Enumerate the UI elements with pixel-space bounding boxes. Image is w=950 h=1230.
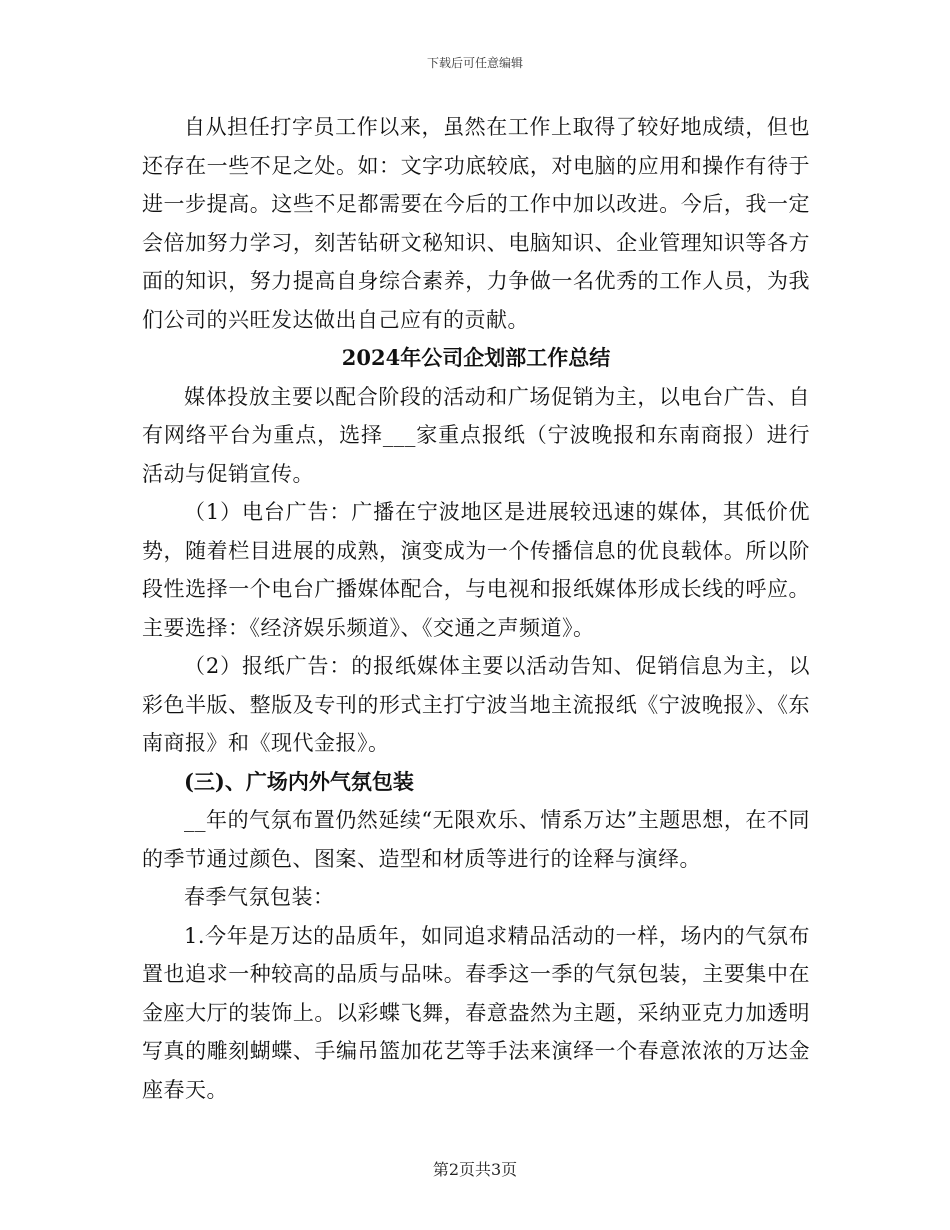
paragraph-self-review: 自从担任打字员工作以来，虽然在工作上取得了较好地成绩，但也还存在一些不足之处。如：文字功底较底，对电脑的应用和操作有待于进一步提高。这些不足都需要在今后的工作中加以改进。今后，我一定会倍加努力学习，刻苦钻研文秘知识、电脑知识、企业管理知识等各方面的知识，努力提高自身综合素养，力争做一名优秀的工作人员，为我们公司的兴旺发达做出自己应有的贡献。: [142, 115, 810, 332]
page-header: 下载后可任意编辑: [426, 56, 523, 70]
paragraph-radio-ads: （1）电台广告：广播在宁波地区是进展较迅速的媒体，其低价优势，随着栏目进展的成熟，演变成为一个传播信息的优良载体。所以阶段性选择一个电台广播媒体配合，与电视和报纸媒体形成长线的呼应。主要选择：《经济娱乐频道》、《交通之声频道》。: [142, 500, 810, 640]
page-footer: 第2页共3页: [432, 1160, 518, 1179]
paragraph-atmosphere: __年的气氛布置仍然延续“无限欢乐、情系万达”主题思想，在不同的季节通过颜色、图案、造型和材质等进行的诠释与演绎。: [142, 808, 810, 871]
document-body: [142, 108, 810, 1109]
paragraph-newspaper-ads: （2）报纸广告：的报纸媒体主要以活动告知、促销信息为主，以彩色半版、整版及专刊的形式主打宁波当地主流报纸《宁波晚报》、《东南商报》和《现代金报》。: [142, 654, 810, 755]
document-title: 2024年公司企划部工作总结: [341, 345, 611, 370]
paragraph-spring-detail: 1.今年是万达的品质年，如同追求精品活动的一样，场内的气氛布置也追求一种较高的品质与品味。春季这一季的气氛包装，主要集中在金座大厅的装饰上。以彩蝶飞舞，春意盎然为主题，采纳亚克力加透明写真的雕刻蝴蝶、手编吊篮加花艺等手法来演绎一个春意浓浓的万达金座春天。: [142, 923, 810, 1102]
paragraph-media-intro: 媒体投放主要以配合阶段的活动和广场促销为主，以电台广告、自有网络平台为重点，选择___家重点报纸（宁波晚报和东南商报）进行活动与促销宣传。: [142, 384, 810, 486]
paragraph-spring-label: 春季气氛包装：: [184, 885, 335, 909]
section-heading: (三)、广场内外气氛包装: [184, 768, 414, 794]
